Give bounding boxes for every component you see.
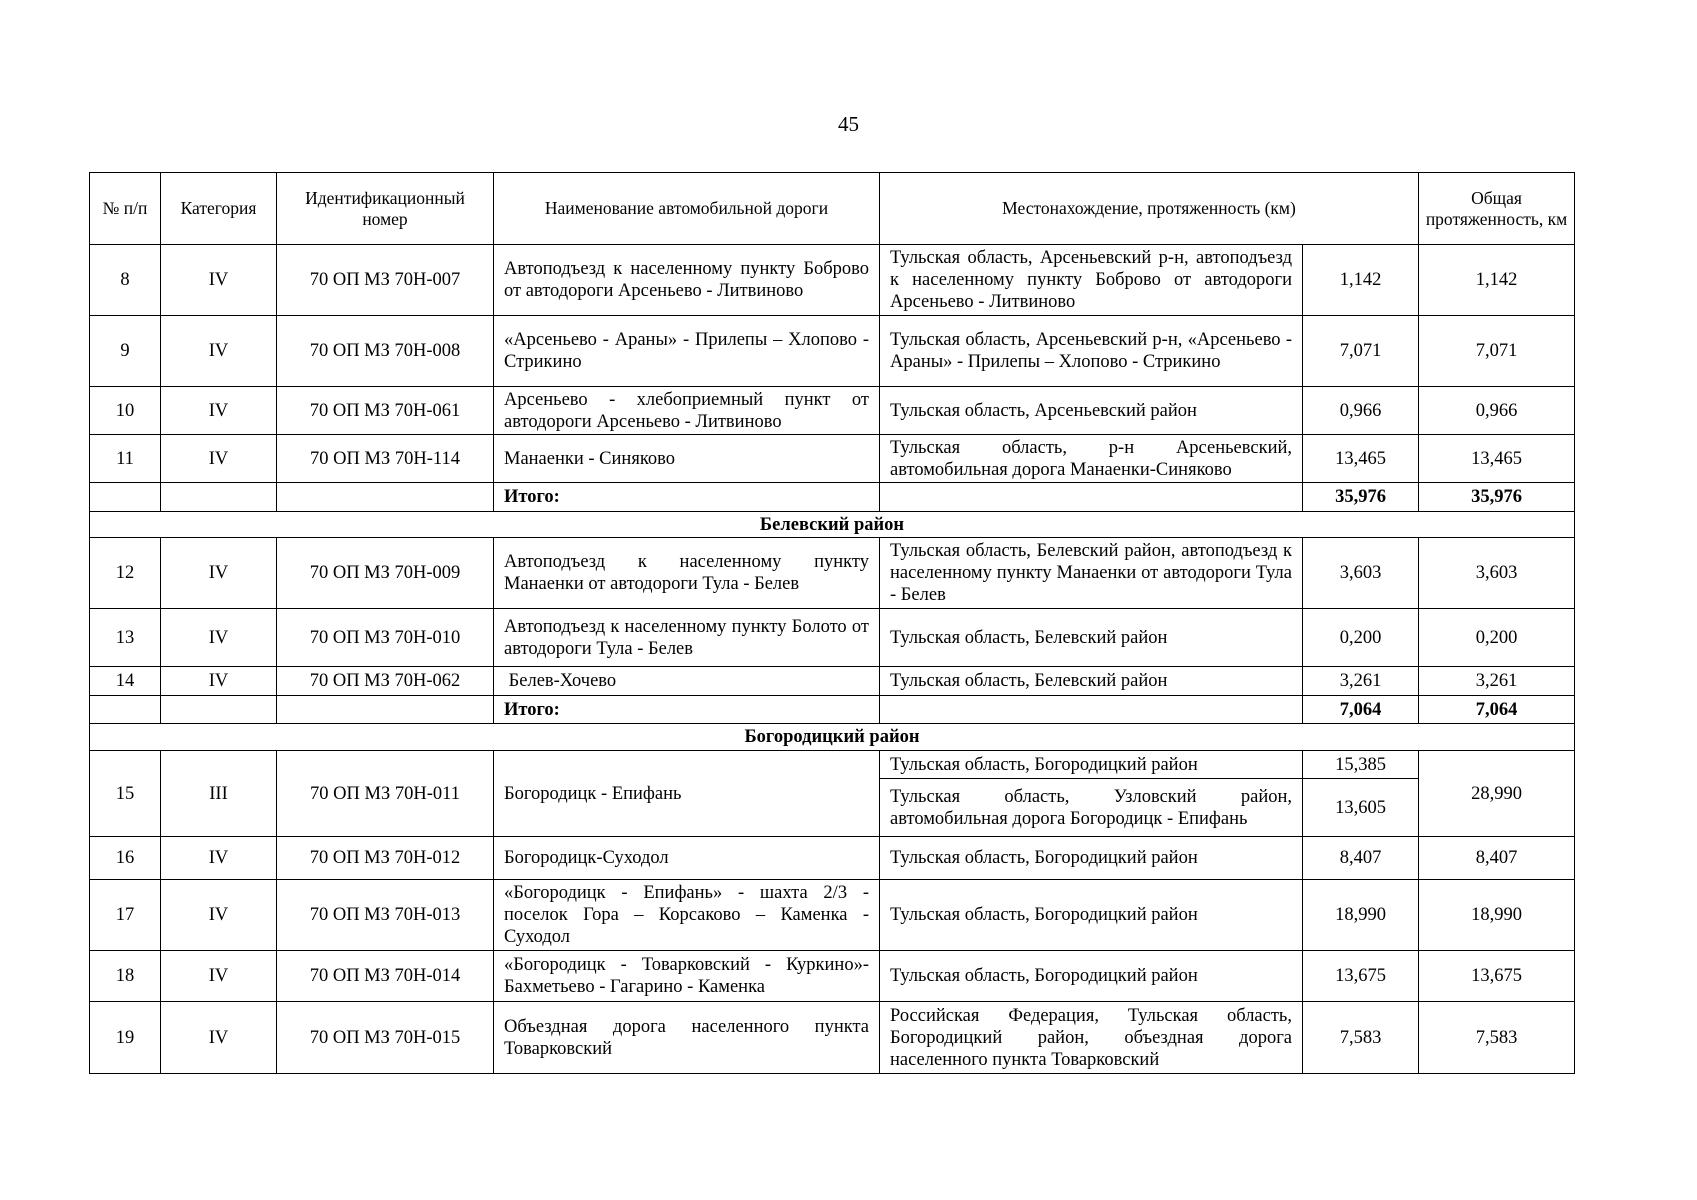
row-location: Тульская область, Белевский район, автоподъезд к населенному пункту Манаенки от автодороги Тула - Белев xyxy=(880,538,1303,609)
row-location: Тульская область, Белевский район xyxy=(880,609,1303,667)
subtotal-label: Итого: xyxy=(494,483,880,512)
row-location: Тульская область, Богородицкий район xyxy=(880,751,1303,779)
table-row xyxy=(90,316,1575,387)
header-category: Категория xyxy=(161,173,277,245)
table-row xyxy=(90,387,1575,435)
row-num: 19 xyxy=(90,1002,161,1074)
header-road-name: Наименование автомобильной дороги xyxy=(494,173,880,245)
row-category: IV xyxy=(161,1002,277,1074)
row-road-name: «Богородицк - Епифань» - шахта 2/3 - поселок Гора – Корсаково – Каменка - Суходол xyxy=(494,880,880,951)
row-id: 70 ОП МЗ 70Н-008 xyxy=(277,316,494,387)
row-location: Тульская область, Арсеньевский р-н, «Арсеньево - Араны» - Прилепы – Хлопово - Стрикино xyxy=(880,316,1303,387)
subtotal-row xyxy=(90,696,1575,724)
row-id: 70 ОП МЗ 70Н-013 xyxy=(277,880,494,951)
row-num: 17 xyxy=(90,880,161,951)
row-location: Тульская область, Белевский район xyxy=(880,667,1303,696)
district-name: Белевский район xyxy=(90,512,1575,538)
roads-table xyxy=(89,172,1575,1074)
table-row xyxy=(90,245,1575,316)
row-length: 0,966 xyxy=(1303,387,1419,435)
subtotal-total: 35,976 xyxy=(1419,483,1575,512)
row-category: IV xyxy=(161,837,277,880)
header-total-length: Общая протяженность, км xyxy=(1419,173,1575,245)
row-total: 28,990 xyxy=(1419,751,1575,837)
row-category: IV xyxy=(161,316,277,387)
table-header xyxy=(90,173,1575,245)
table-row xyxy=(90,538,1575,609)
row-num: 16 xyxy=(90,837,161,880)
row-id: 70 ОП МЗ 70Н-011 xyxy=(277,751,494,837)
subtotal-total: 7,064 xyxy=(1419,696,1575,724)
row-num: 11 xyxy=(90,435,161,483)
row-road-name: Белев-Хочево xyxy=(494,667,880,696)
row-road-name: Богородицк-Суходол xyxy=(494,837,880,880)
row-road-name: Богородицк - Епифань xyxy=(494,751,880,837)
row-num: 10 xyxy=(90,387,161,435)
row-length: 7,583 xyxy=(1303,1002,1419,1074)
row-category: IV xyxy=(161,245,277,316)
row-num: 14 xyxy=(90,667,161,696)
row-total: 1,142 xyxy=(1419,245,1575,316)
row-category: IV xyxy=(161,538,277,609)
row-length: 13,675 xyxy=(1303,951,1419,1002)
row-total: 13,675 xyxy=(1419,951,1575,1002)
row-total: 0,200 xyxy=(1419,609,1575,667)
row-length: 18,990 xyxy=(1303,880,1419,951)
subtotal-length: 7,064 xyxy=(1303,696,1419,724)
row-length: 13,605 xyxy=(1303,779,1419,837)
row-length: 1,142 xyxy=(1303,245,1419,316)
table-row xyxy=(90,667,1575,696)
row-num: 8 xyxy=(90,245,161,316)
row-category: IV xyxy=(161,880,277,951)
row-category: IV xyxy=(161,951,277,1002)
row-location: Тульская область, р-н Арсеньевский, автомобильная дорога Манаенки-Синяково xyxy=(880,435,1303,483)
row-total: 13,465 xyxy=(1419,435,1575,483)
row-category: III xyxy=(161,751,277,837)
row-category: IV xyxy=(161,387,277,435)
row-length: 3,603 xyxy=(1303,538,1419,609)
table-row xyxy=(90,951,1575,1002)
row-location: Тульская область, Богородицкий район xyxy=(880,880,1303,951)
row-length: 8,407 xyxy=(1303,837,1419,880)
row-total: 0,966 xyxy=(1419,387,1575,435)
row-id: 70 ОП МЗ 70Н-062 xyxy=(277,667,494,696)
row-length: 0,200 xyxy=(1303,609,1419,667)
subtotal-label: Итого: xyxy=(494,696,880,724)
row-total: 3,603 xyxy=(1419,538,1575,609)
row-length: 3,261 xyxy=(1303,667,1419,696)
row-id: 70 ОП МЗ 70Н-012 xyxy=(277,837,494,880)
row-road-name: Автоподъезд к населенному пункту Боброво от автодороги Арсеньево - Литвиново xyxy=(494,245,880,316)
table-row xyxy=(90,1002,1575,1074)
district-row xyxy=(90,512,1575,538)
table-row xyxy=(90,751,1575,779)
row-id: 70 ОП МЗ 70Н-007 xyxy=(277,245,494,316)
header-location: Местонахождение, протяженность (км) xyxy=(880,173,1419,245)
district-row xyxy=(90,724,1575,751)
table-row xyxy=(90,880,1575,951)
row-num: 18 xyxy=(90,951,161,1002)
row-total: 7,583 xyxy=(1419,1002,1575,1074)
table-row xyxy=(90,435,1575,483)
row-num: 12 xyxy=(90,538,161,609)
row-category: IV xyxy=(161,435,277,483)
row-id: 70 ОП МЗ 70Н-015 xyxy=(277,1002,494,1074)
row-id: 70 ОП МЗ 70Н-061 xyxy=(277,387,494,435)
header-num: № п/п xyxy=(90,173,161,245)
row-total: 7,071 xyxy=(1419,316,1575,387)
row-num: 9 xyxy=(90,316,161,387)
row-category: IV xyxy=(161,609,277,667)
table-row xyxy=(90,609,1575,667)
row-road-name: Автоподъезд к населенному пункту Манаенки от автодороги Тула - Белев xyxy=(494,538,880,609)
row-total: 8,407 xyxy=(1419,837,1575,880)
row-num: 13 xyxy=(90,609,161,667)
row-category: IV xyxy=(161,667,277,696)
row-id: 70 ОП МЗ 70Н-114 xyxy=(277,435,494,483)
row-length: 7,071 xyxy=(1303,316,1419,387)
row-id: 70 ОП МЗ 70Н-014 xyxy=(277,951,494,1002)
table-row xyxy=(90,837,1575,880)
row-road-name: Объездная дорога населенного пункта Товарковский xyxy=(494,1002,880,1074)
row-location: Тульская область, Богородицкий район xyxy=(880,837,1303,880)
row-road-name: Манаенки - Синяково xyxy=(494,435,880,483)
row-road-name: Арсеньево - хлебоприемный пункт от автодороги Арсеньево - Литвиново xyxy=(494,387,880,435)
subtotal-row xyxy=(90,483,1575,512)
row-length: 13,465 xyxy=(1303,435,1419,483)
page-number: 45 xyxy=(838,112,859,136)
header-id-number: Идентификационный номер xyxy=(277,173,494,245)
row-total: 3,261 xyxy=(1419,667,1575,696)
district-name: Богородицкий район xyxy=(90,724,1575,751)
row-road-name: «Богородицк - Товарковский - Куркино»- Бахметьево - Гагарино - Каменка xyxy=(494,951,880,1002)
row-length: 15,385 xyxy=(1303,751,1419,779)
row-num: 15 xyxy=(90,751,161,837)
row-location: Тульская область, Узловский район, автомобильная дорога Богородицк - Епифань xyxy=(880,779,1303,837)
row-id: 70 ОП МЗ 70Н-009 xyxy=(277,538,494,609)
row-road-name: «Арсеньево - Араны» - Прилепы – Хлопово - Стрикино xyxy=(494,316,880,387)
row-location: Тульская область, Арсеньевский р-н, автоподъезд к населенному пункту Боброво от автодороги Арсеньево - Литвиново xyxy=(880,245,1303,316)
row-location: Тульская область, Арсеньевский район xyxy=(880,387,1303,435)
row-total: 18,990 xyxy=(1419,880,1575,951)
row-location: Российская Федерация, Тульская область, Богородицкий район, объездная дорога населенного пункта Товарковский xyxy=(880,1002,1303,1074)
row-location: Тульская область, Богородицкий район xyxy=(880,951,1303,1002)
row-id: 70 ОП МЗ 70Н-010 xyxy=(277,609,494,667)
subtotal-length: 35,976 xyxy=(1303,483,1419,512)
row-road-name: Автоподъезд к населенному пункту Болото от автодороги Тула - Белев xyxy=(494,609,880,667)
